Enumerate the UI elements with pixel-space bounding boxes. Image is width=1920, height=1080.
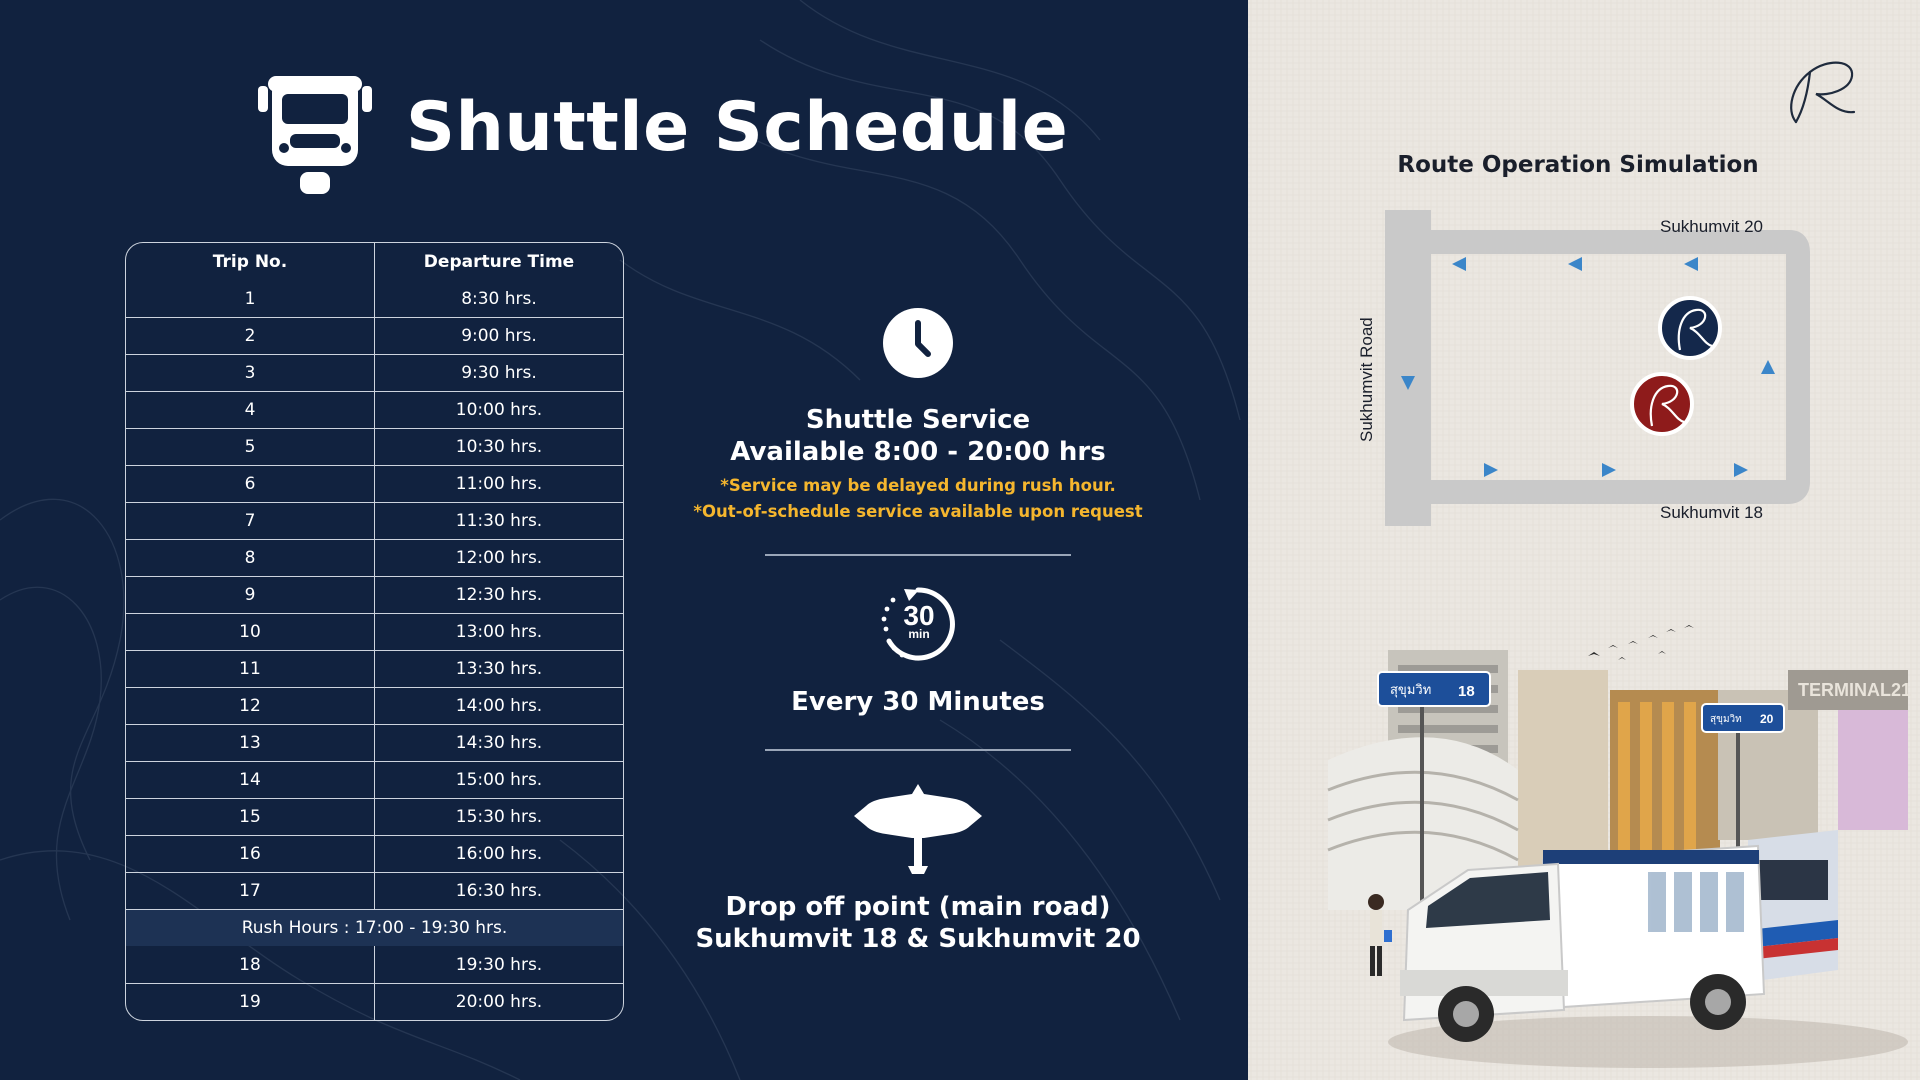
departure-time-cell: 14:30 hrs.	[455, 733, 543, 753]
brand-logo-icon	[1782, 50, 1862, 130]
trip-number-cell: 18	[126, 946, 375, 983]
trip-number-cell: 2	[126, 318, 375, 354]
column-header-trip: Trip No.	[126, 243, 375, 280]
departure-time-cell: 19:30 hrs.	[455, 954, 543, 975]
rush-hours-row	[126, 909, 623, 946]
table-row	[126, 687, 623, 724]
trip-number-cell: 4	[126, 392, 375, 428]
rush-hours-label: Rush Hours : 17:00 - 19:30 hrs.	[241, 918, 508, 938]
table-row	[126, 724, 623, 761]
departure-time-cell: 10:00 hrs.	[455, 400, 543, 420]
dropoff-line-2: Sukhumvit 18 & Sukhumvit 20	[695, 924, 1141, 954]
table-row	[126, 761, 623, 798]
service-hours-text	[690, 404, 1146, 468]
bottom-road-label: Sukhumvit 18	[1660, 503, 1763, 522]
service-line-1: Shuttle Service	[805, 405, 1031, 435]
service-line-2: Available 8:00 - 20:00 hrs	[730, 437, 1106, 467]
trip-number-cell: 8	[126, 540, 375, 576]
column-header-departure: Departure Time	[423, 251, 575, 272]
trip-number-cell: 12	[126, 688, 375, 724]
departure-time-cell: 11:00 hrs.	[455, 474, 543, 494]
table-row	[126, 317, 623, 354]
departure-time-cell: 15:30 hrs.	[455, 807, 543, 827]
trip-number-cell: 5	[126, 429, 375, 465]
top-road-label: Sukhumvit 20	[1660, 217, 1763, 236]
frequency-label: Every 30 Minutes	[791, 687, 1045, 717]
table-row	[126, 391, 623, 428]
hotel-marker-red	[1632, 374, 1692, 434]
table-row	[126, 650, 623, 687]
departure-time-cell: 20:00 hrs.	[455, 992, 543, 1012]
departure-time-cell: 13:00 hrs.	[455, 622, 543, 642]
on-request-note: *Out-of-schedule service available upon request	[693, 502, 1143, 521]
departure-time-cell: 16:30 hrs.	[455, 881, 543, 901]
table-row	[126, 502, 623, 539]
table-row	[126, 798, 623, 835]
trip-number-cell: 16	[126, 836, 375, 872]
trip-number-cell: 14	[126, 762, 375, 798]
departure-time-cell: 9:30 hrs.	[461, 363, 537, 383]
table-row	[126, 946, 623, 983]
table-row	[126, 428, 623, 465]
table-row	[126, 983, 623, 1020]
street-sign-2-text: สุขุมวิท	[1710, 714, 1742, 725]
route-title: Route Operation Simulation	[1397, 152, 1759, 178]
divider	[765, 749, 1071, 751]
clock-icon	[882, 307, 954, 379]
side-road-label: Sukhumvit Road	[1357, 317, 1376, 442]
table-row	[126, 576, 623, 613]
street-sign-1-number: 18	[1458, 683, 1475, 700]
departure-time-cell: 13:30 hrs.	[455, 659, 543, 679]
trip-number-cell: 3	[126, 355, 375, 391]
trip-number-cell: 19	[126, 984, 375, 1020]
timer-badge-number: 30	[903, 600, 935, 631]
mall-sign-text: TERMINAL21	[1798, 680, 1912, 700]
timer-badge-unit: min	[908, 627, 930, 641]
timer-icon	[879, 585, 957, 663]
shuttle-city-illustration	[1318, 610, 1918, 1080]
table-row	[126, 354, 623, 391]
departure-time-cell: 10:30 hrs.	[455, 437, 543, 457]
trip-number-cell: 7	[126, 503, 375, 539]
table-row	[126, 613, 623, 650]
schedule-table	[125, 242, 624, 1021]
departure-time-cell: 8:30 hrs.	[461, 288, 537, 309]
trip-number-cell: 15	[126, 799, 375, 835]
table-header-row	[126, 243, 623, 280]
dropoff-line-1: Drop off point (main road)	[725, 892, 1111, 922]
tuk-tuk-icon	[256, 68, 374, 196]
trip-number-cell: 1	[126, 280, 375, 317]
trip-number-cell: 11	[126, 651, 375, 687]
departure-time-cell: 16:00 hrs.	[455, 844, 543, 864]
table-row	[126, 280, 623, 317]
trip-number-cell: 13	[126, 725, 375, 761]
signpost-icon	[852, 782, 984, 876]
table-row	[126, 539, 623, 576]
route-map	[1350, 200, 1810, 540]
trip-number-cell: 6	[126, 466, 375, 502]
trip-number-cell: 9	[126, 577, 375, 613]
departure-time-cell: 12:30 hrs.	[455, 585, 543, 605]
table-row	[126, 465, 623, 502]
table-row	[126, 872, 623, 909]
street-sign-1-text: สุขุมวิท	[1390, 683, 1432, 698]
trip-number-cell: 17	[126, 873, 375, 909]
dropoff-text	[690, 891, 1146, 955]
divider	[765, 554, 1071, 556]
trip-number-cell: 10	[126, 614, 375, 650]
departure-time-cell: 14:00 hrs.	[455, 696, 543, 716]
street-sign-2-number: 20	[1760, 712, 1774, 726]
departure-time-cell: 12:00 hrs.	[455, 548, 543, 568]
departure-time-cell: 11:30 hrs.	[455, 511, 543, 531]
departure-time-cell: 9:00 hrs.	[461, 326, 537, 346]
departure-time-cell: 15:00 hrs.	[455, 770, 543, 790]
table-row	[126, 835, 623, 872]
page-title: Shuttle Schedule	[406, 88, 1069, 167]
rush-delay-note: *Service may be delayed during rush hour.	[720, 476, 1116, 495]
hotel-marker-navy	[1660, 298, 1720, 358]
